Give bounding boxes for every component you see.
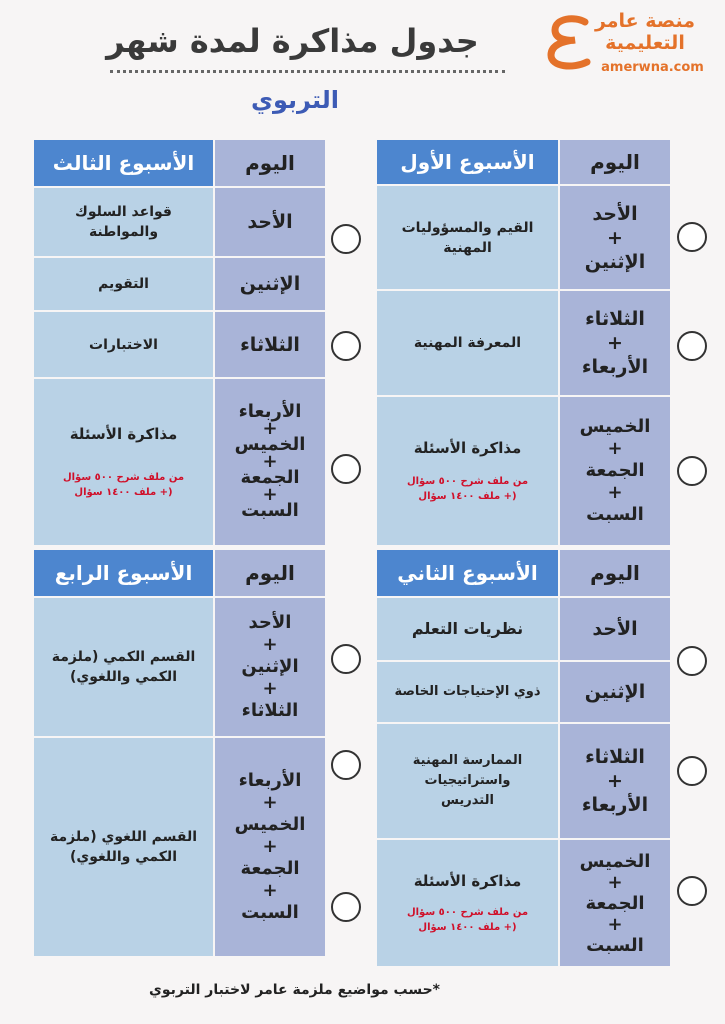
w3-row4-day: الأربعاء + الخميس + الجمعة + السبت <box>215 379 325 545</box>
w3-row4-checkbox[interactable] <box>331 454 361 484</box>
w3-row2-topic: التقويم <box>34 258 213 310</box>
w2-row4-note: من ملف شرح ٥٠٠ سؤال (+ ملف ١٤٠٠ سؤال <box>406 907 529 933</box>
w1-row3-day: الخميس + الجمعة + السبت <box>560 397 670 545</box>
w2-row3-day: الثلاثاء + الأربعاء <box>560 724 670 838</box>
w3-row3-topic: الاختبارات <box>34 312 213 377</box>
w2-row1-checkbox[interactable] <box>677 646 707 676</box>
page-title: جدول مذاكرة لمدة شهر <box>106 22 479 60</box>
w2-day-header: اليوم <box>560 550 670 596</box>
w4-row1-topic: القسم الكمي (ملزمة الكمي واللغوي) <box>34 598 213 736</box>
w2-row1-topic: نظريات التعلم <box>377 598 558 660</box>
w3-week-header: الأسبوع الثالث <box>34 140 213 186</box>
w3-day-header: اليوم <box>215 140 325 186</box>
w4-week-header: الأسبوع الرابع <box>34 550 213 596</box>
w1-row3-topic: مذاكرة الأسئلة من ملف شرح ٥٠٠ سؤال (+ ملف ١٤٠٠ سؤال <box>377 397 558 545</box>
w1-row1-day: الأحد + الإثنين <box>560 186 670 289</box>
w1-row2-checkbox[interactable] <box>677 331 707 361</box>
w1-row3-checkbox[interactable] <box>677 456 707 486</box>
brand-name: منصة عامر التعليمية <box>594 10 696 54</box>
w4-row2-checkbox-bottom[interactable] <box>331 892 361 922</box>
w2-row3-topic: الممارسة المهنية واستراتيجيات التدريس <box>377 724 558 838</box>
w1-day-header: اليوم <box>560 140 670 184</box>
w2-row4-topic: مذاكرة الأسئلة من ملف شرح ٥٠٠ سؤال (+ ملف ١٤٠٠ سؤال <box>377 840 558 966</box>
w1-row3-note: من ملف شرح ٥٠٠ سؤال (+ ملف ١٤٠٠ سؤال <box>406 476 529 502</box>
title-divider <box>110 70 505 73</box>
w1-row1-topic: القيم والمسؤوليات المهنية <box>377 186 558 289</box>
w3-row3-checkbox[interactable] <box>331 331 361 361</box>
w1-row2-day: الثلاثاء + الأربعاء <box>560 291 670 395</box>
w1-row1-checkbox[interactable] <box>677 222 707 252</box>
w4-row2-day: الأربعاء + الخميس + الجمعة + السبت <box>215 738 325 956</box>
w3-row2-day: الإثنين <box>215 258 325 310</box>
w2-row4-day: الخميس + الجمعة + السبت <box>560 840 670 966</box>
w4-row1-checkbox[interactable] <box>331 644 361 674</box>
w2-row4-checkbox[interactable] <box>677 876 707 906</box>
w3-row3-day: الثلاثاء <box>215 312 325 377</box>
w3-row1-checkbox[interactable] <box>331 224 361 254</box>
page-subtitle: التربوي <box>250 86 340 114</box>
w3-row1-topic: قواعد السلوك والمواطنة <box>34 188 213 256</box>
w4-row1-day: الأحد + الإثنين + الثلاثاء <box>215 598 325 736</box>
w3-row4-topic: مذاكرة الأسئلة من ملف شرح ٥٠٠ سؤال (+ ملف ١٤٠٠ سؤال <box>34 379 213 545</box>
w3-row4-note: من ملف شرح ٥٠٠ سؤال (+ ملف ١٤٠٠ سؤال <box>62 472 185 498</box>
w4-row2-topic: القسم اللغوي (ملزمة الكمي واللغوي) <box>34 738 213 956</box>
w4-day-header: اليوم <box>215 550 325 596</box>
w2-row3-checkbox[interactable] <box>677 756 707 786</box>
w1-row2-topic: المعرفة المهنية <box>377 291 558 395</box>
footnote: *حسب مواضيع ملزمة عامر لاختبار التربوي <box>149 982 440 998</box>
w2-row2-day: الإثنين <box>560 662 670 722</box>
w1-week-header: الأسبوع الأول <box>377 140 558 184</box>
brand-url[interactable]: amerwna.com <box>601 60 704 75</box>
w2-row2-topic: ذوي الإحتياجات الخاصة <box>377 662 558 722</box>
w4-row2-checkbox-top[interactable] <box>331 750 361 780</box>
w2-row1-day: الأحد <box>560 598 670 660</box>
w3-row1-day: الأحد <box>215 188 325 256</box>
w2-week-header: الأسبوع الثاني <box>377 550 558 596</box>
